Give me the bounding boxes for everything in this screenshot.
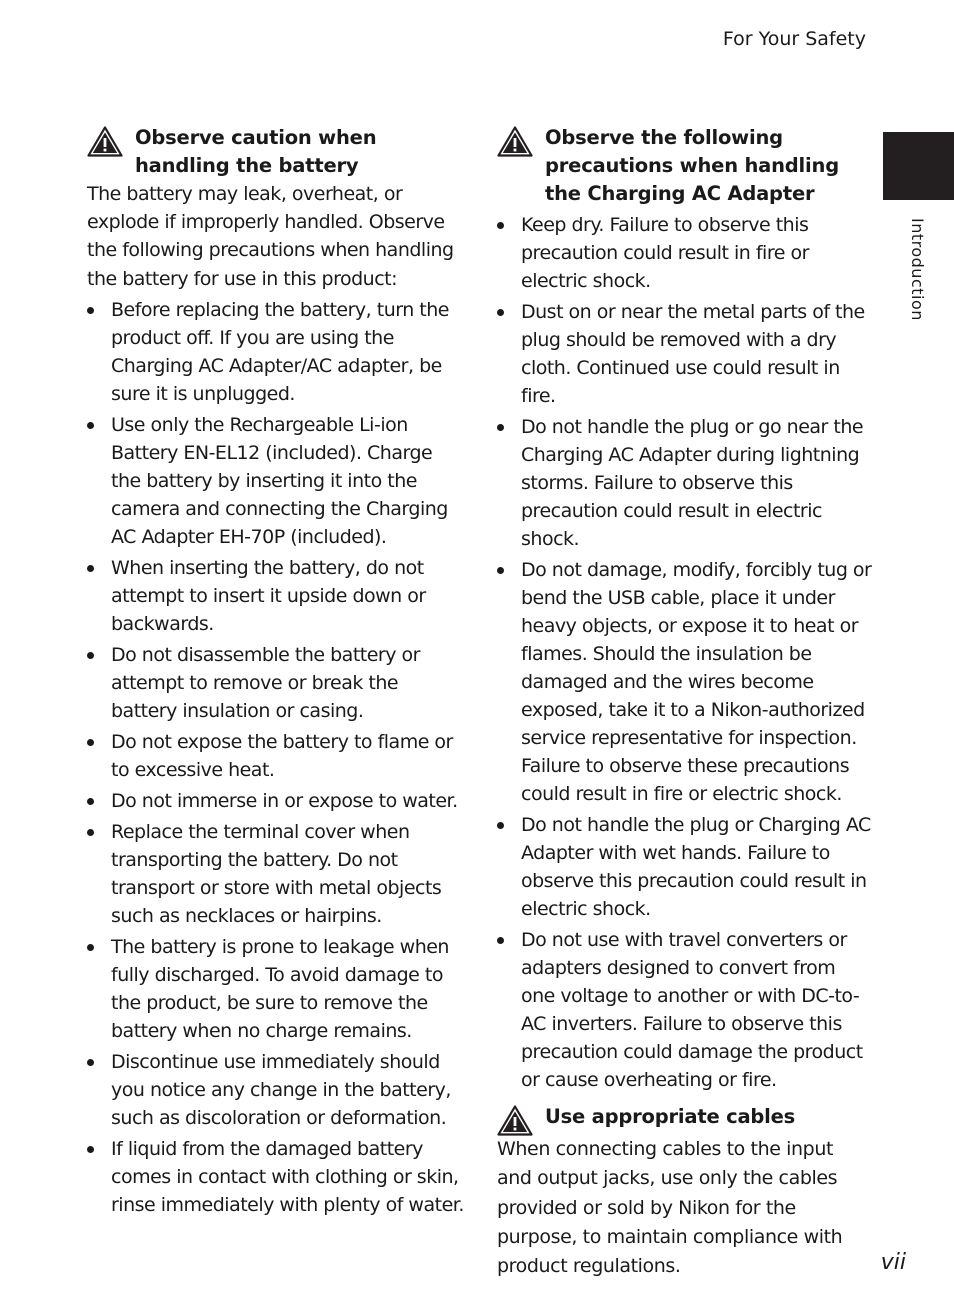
battery-caution-heading-text: Observe caution when handling the battery [135, 126, 377, 177]
list-item [87, 296, 465, 408]
list-item [87, 933, 465, 1045]
bullet-icon [497, 309, 504, 316]
bullet-icon [497, 937, 504, 944]
section-tab-label [908, 218, 930, 322]
cables-heading-text: Use appropriate cables [545, 1105, 796, 1128]
running-head-title: For Your Safety [722, 28, 866, 50]
list-item-text: If liquid from the damaged battery comes in contact with clothing or skin, rinse immediately with plenty of water. [111, 1137, 464, 1216]
bullet-icon [87, 944, 94, 951]
cables-section [497, 1103, 872, 1281]
list-item [87, 641, 465, 725]
warning-triangle-icon [87, 126, 123, 157]
list-item-text: When inserting the battery, do not attempt to insert it upside down or backwards. [111, 556, 426, 635]
list-item [87, 728, 465, 784]
list-item-text: Keep dry. Failure to observe this precaution could result in fire or electric shock. [521, 214, 809, 292]
bullet-icon [87, 422, 94, 429]
list-item [497, 298, 872, 410]
list-item [87, 411, 465, 551]
left-column [87, 124, 465, 1222]
list-item-text: Before replacing the battery, turn the product off. If you are using the Charging AC Adapter/AC adapter, be sure it is unplugged. [111, 298, 449, 405]
list-item-text: Do not expose the battery to flame or to excessive heat. [111, 730, 453, 781]
bullet-icon [87, 1146, 94, 1153]
bullet-icon [497, 222, 504, 229]
bullet-icon [497, 424, 504, 431]
cables-paragraph: When connecting cables to the input and output jacks, use only the cables provided or sold by Nikon for the purpose, to maintain compliance with product regulations. [497, 1138, 843, 1278]
list-item-text: Dust on or near the metal parts of the plug should be removed with a dry cloth. Continued use could result in fire. [521, 301, 865, 407]
bullet-icon [497, 822, 504, 829]
list-item-text: Do not use with travel converters or adapters designed to convert from one voltage to another or with DC-to-AC inverters. Failure to observe this precaution could damage the product or cause overheating or fire. [521, 929, 863, 1091]
list-item-text: Do not immerse in or expose to water. [111, 789, 458, 812]
bullet-icon [87, 1059, 94, 1066]
bullet-icon [87, 829, 94, 836]
adapter-precautions-heading [497, 124, 872, 208]
list-item [87, 1048, 465, 1132]
list-item [497, 413, 872, 553]
list-item-text: Replace the terminal cover when transporting the battery. Do not transport or store with metal objects such as necklaces or hairpins. [111, 820, 442, 927]
list-item-text: Do not disassemble the battery or attempt to remove or break the battery insulation or casing. [111, 643, 420, 722]
list-item [87, 1135, 465, 1219]
bullet-icon [87, 565, 94, 572]
warning-triangle-icon [497, 126, 533, 157]
battery-precaution-list [87, 296, 465, 1219]
battery-intro-paragraph: The battery may leak, overheat, or explode if improperly handled. Observe the following precautions when handling the battery for use in this product: [87, 183, 454, 290]
list-item [87, 818, 465, 930]
section-tab-marker [883, 132, 954, 200]
warning-triangle-icon [497, 1105, 533, 1136]
bullet-icon [497, 567, 504, 574]
battery-caution-heading [87, 124, 465, 180]
list-item-text: Discontinue use immediately should you notice any change in the battery, such as discoloration or deformation. [111, 1050, 451, 1129]
bullet-icon [87, 739, 94, 746]
bullet-icon [87, 798, 94, 805]
list-item-text: Do not damage, modify, forcibly tug or bend the USB cable, place it under heavy objects, or expose it to heat or flames. Should the insulation be damaged and the wires become exposed, take it to a Nikon-authorized service representative for inspection. Failure to observe these precautions could result in fire or electric shock. [521, 559, 872, 805]
list-item [497, 556, 872, 808]
bullet-icon [87, 652, 94, 659]
adapter-precaution-list [497, 211, 872, 1094]
list-item [87, 787, 465, 815]
list-item-text: Do not handle the plug or go near the Charging AC Adapter during lightning storms. Failure to observe this precaution could result in electric shock. [521, 416, 864, 550]
list-item [87, 554, 465, 638]
adapter-precautions-heading-text: Observe the following precautions when handling the Charging AC Adapter [545, 126, 839, 205]
list-item [497, 211, 872, 295]
list-item-text: Do not handle the plug or Charging AC Adapter with wet hands. Failure to observe this precaution could result in electric shock. [521, 814, 871, 920]
page-number: vii [880, 1250, 906, 1275]
list-item [497, 926, 872, 1094]
list-item-text: Use only the Rechargeable Li-ion Battery EN-EL12 (included). Charge the battery by inserting it into the camera and connecting the Charging AC Adapter EH-70P (included). [111, 413, 448, 548]
bullet-icon [87, 307, 94, 314]
cables-heading [497, 1103, 872, 1131]
section-tab-label-text: Introduction [908, 218, 927, 321]
right-column [497, 124, 872, 1281]
list-item [497, 811, 872, 923]
list-item-text: The battery is prone to leakage when fully discharged. To avoid damage to the product, be sure to remove the battery when no charge remains. [111, 935, 449, 1042]
